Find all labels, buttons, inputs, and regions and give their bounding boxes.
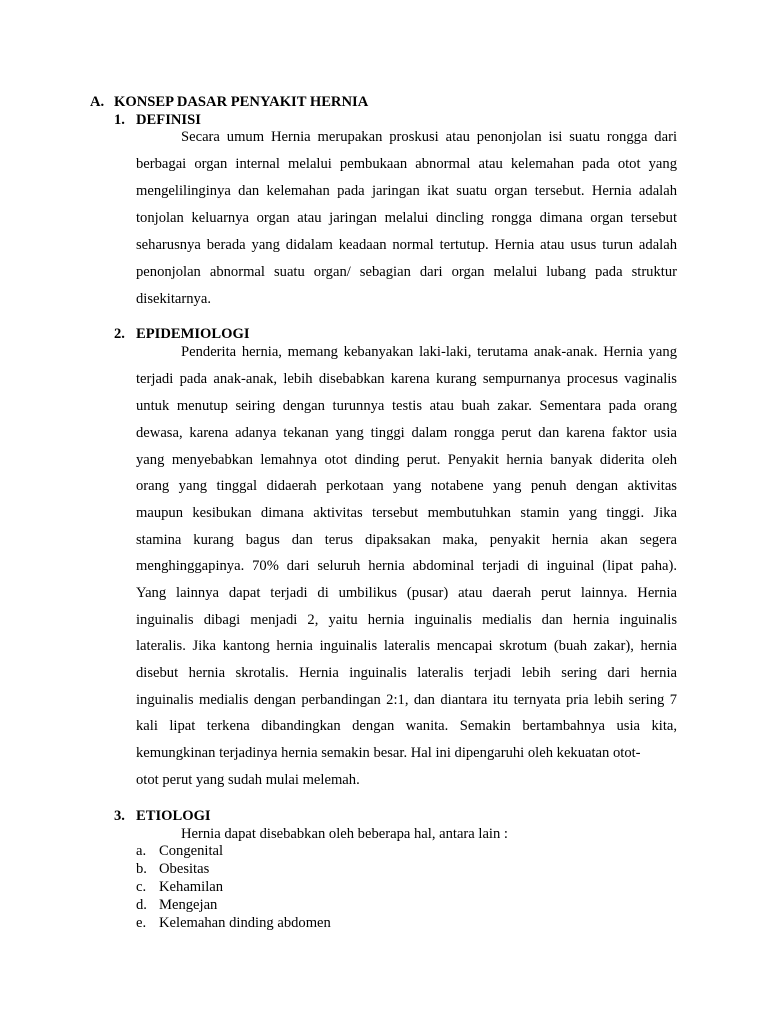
epidemiologi-line: yang menyebabkan lemahnya otot dinding perut. Penyakit hernia banyak diderita oleh — [136, 452, 677, 468]
epidemiologi-line: inguinalis dibagi menjadi 2, yaitu hernia inguinalis medialis dan hernia inguinalis — [136, 612, 677, 628]
definisi-line: tonjolan keluarnya organ atau jaringan melalui dincling rongga dimana organ tersebut — [136, 210, 677, 226]
definisi-line: seharusnya berada yang didalam keadaan normal tertutup. Hernia atau usus turun adalah — [136, 237, 677, 253]
section-letter: A. — [90, 94, 105, 110]
epidemiologi-line: dewasa, karena adanya tekanan yang tinggi dalam rongga perut dan karena faktor usia — [136, 425, 677, 441]
list-item: Obesitas — [159, 861, 210, 877]
epidemiologi-line: maupun kesibukan dimana aktivitas tersebut membutuhkan stamin yang tinggi. Jika — [136, 505, 677, 521]
definisi-line: disekitarnya. — [136, 291, 211, 307]
list-item: Mengejan — [159, 897, 218, 913]
definisi-line: berbagai organ internal melalui pembukaan abnormal atau kelemahan pada otot yang — [136, 156, 677, 172]
list-item-label: a. — [136, 843, 147, 859]
epidemiologi-line: stamina kurang bagus dan terus dipaksakan maka, penyakit hernia akan segera — [136, 532, 677, 548]
epidemiologi-line: orang yang tinggal didaerah perkotaan yang notabene yang penuh dengan aktivitas — [136, 478, 677, 494]
list-item: Congenital — [159, 843, 224, 859]
etiologi-heading: ETIOLOGI — [136, 808, 211, 824]
list-item-label: b. — [136, 861, 147, 877]
list-item-label: d. — [136, 897, 147, 913]
list-item: Kelemahan dinding abdomen — [159, 915, 331, 931]
list-item-label: e. — [136, 915, 147, 931]
list-item-label: c. — [136, 879, 147, 895]
definisi-line: mengelilinginya dan kelemahan pada jaringan ikat suatu organ tersebut. Hernia adalah — [136, 183, 677, 199]
epidemiologi-line: inguinalis medialis dengan perbandingan 2:1, dan diantara itu ternyata pria lebih sering 7 — [136, 692, 677, 708]
epidemiologi-line: Penderita hernia, memang kebanyakan laki-laki, terutama anak-anak. Hernia yang — [181, 344, 677, 360]
epidemiologi-heading: EPIDEMIOLOGI — [136, 326, 250, 342]
definisi-line: Secara umum Hernia merupakan proskusi atau penonjolan isi suatu rongga dari — [181, 129, 677, 145]
etiologi-number: 3. — [114, 808, 125, 824]
epidemiologi-line: kemungkinan terjadinya hernia semakin besar. Hal ini dipengaruhi oleh kekuatan otot- — [136, 745, 641, 761]
epidemiologi-line: lateralis. Jika kantong hernia inguinalis lateralis mencapai skrotum (buah zakar), hernia — [136, 638, 677, 654]
epidemiologi-line: Yang lainnya dapat terjadi di umbilikus (pusar) atau daerah perut lainnya. Hernia — [136, 585, 677, 601]
epidemiologi-line: terjadi pada anak-anak, lebih disebabkan karena kurang sempurnanya procesus vaginalis — [136, 371, 677, 387]
epidemiologi-line: otot perut yang sudah mulai melemah. — [136, 772, 360, 788]
epidemiologi-number: 2. — [114, 326, 125, 342]
etiologi-intro: Hernia dapat disebabkan oleh beberapa hal, antara lain : — [181, 826, 508, 842]
section-title: KONSEP DASAR PENYAKIT HERNIA — [114, 94, 369, 110]
epidemiologi-line: untuk menutup seiring dengan turunnya testis atau buah zakar. Sementara pada orang — [136, 398, 677, 414]
epidemiologi-line: kali lipat terkena dibandingkan dengan wanita. Semakin bertambahnya usia kita, — [136, 718, 677, 734]
epidemiologi-line: menghinggapinya. 70% dari seluruh hernia abdominal terjadi di inguinal (lipat paha). — [136, 558, 677, 574]
definisi-heading: DEFINISI — [136, 112, 201, 128]
list-item: Kehamilan — [159, 879, 224, 895]
definisi-line: penonjolan abnormal suatu organ/ sebagian dari organ melalui lubang pada struktur — [136, 264, 677, 280]
definisi-number: 1. — [114, 112, 125, 128]
epidemiologi-line: disebut hernia skrotalis. Hernia inguinalis lateralis terjadi lebih sering dari hernia — [136, 665, 677, 681]
